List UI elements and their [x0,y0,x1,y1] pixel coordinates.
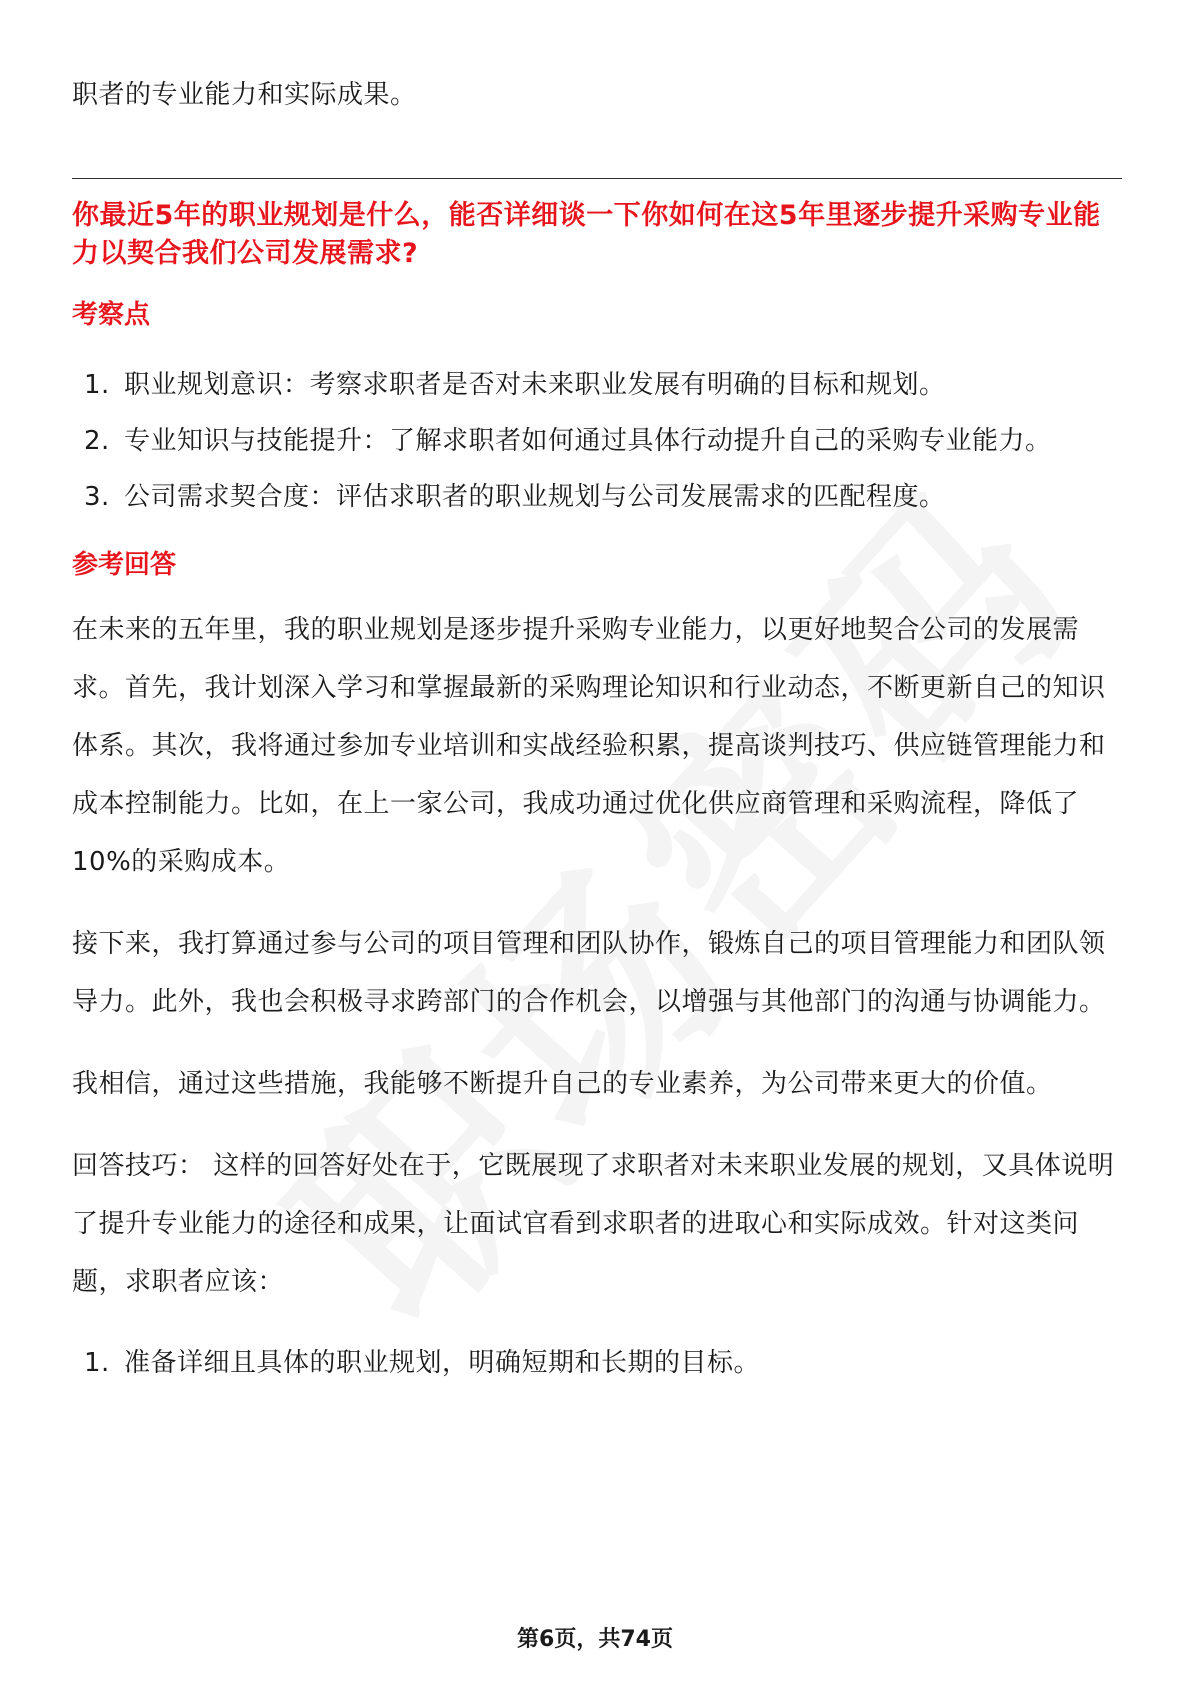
points-list [72,357,1122,525]
list-number: 2. [84,426,110,456]
points-title: 考察点 [72,300,151,330]
list-item [72,413,1122,469]
list-item-text: 公司需求契合度：评估求职者的职业规划与公司发展需求的匹配程度。 [124,482,946,512]
list-number: 1. [84,1348,110,1378]
answer-paragraph: 接下来，我打算通过参与公司的项目管理和团队协作，锻炼自己的项目管理能力和团队领导力。此外，我也会积极寻求跨部门的合作机会，以增强与其他部门的沟通与协调能力。 [72,929,1106,1017]
list-number: 1. [84,370,110,400]
answer-title: 参考回答 [72,550,177,580]
answer-paragraph: 我相信，通过这些措施，我能够不断提升自己的专业素养，为公司带来更大的价值。 [72,1069,1053,1099]
tips-list [72,1335,1122,1391]
list-item-text: 准备详细且具体的职业规划，明确短期和长期的目标。 [124,1348,761,1378]
list-number: 3. [84,482,110,512]
list-item [72,1335,1122,1391]
list-item-text: 职业规划意识：考察求职者是否对未来职业发展有明确的目标和规划。 [124,370,946,400]
page-content [72,66,1122,1391]
answer-paragraph: 在未来的五年里，我的职业规划是逐步提升采购专业能力，以更好地契合公司的发展需求。首先，我计划深入学习和掌握最新的采购理论知识和行业动态，不断更新自己的知识体系。其次，我将通过参加专业培训和实战经验积累，提高谈判技巧、供应链管理能力和成本控制能力。比如，在上一家公司，我成功通过优化供应商管理和采购流程，降低了10%的采购成本。 [72,615,1106,877]
answer-tips-paragraph: 回答技巧： 这样的回答好处在于，它既展现了求职者对未来职业发展的规划，又具体说明了提升专业能力的途径和成果，让面试官看到求职者的进取心和实际成效。针对这类问题，求职者应该： [72,1151,1115,1297]
list-item-text: 专业知识与技能提升：了解求职者如何通过具体行动提升自己的采购专业能力。 [124,426,1052,456]
section-divider [72,178,1122,179]
list-item [72,357,1122,413]
lead-text: 职者的专业能力和实际成果。 [72,80,417,110]
question-heading: 你最近5年的职业规划是什么，能否详细谈一下你如何在这5年里逐步提升采购专业能力以契合我们公司发展需求? [72,200,1101,269]
list-item [72,469,1122,525]
page-footer: 第6页，共74页 [517,1627,673,1652]
